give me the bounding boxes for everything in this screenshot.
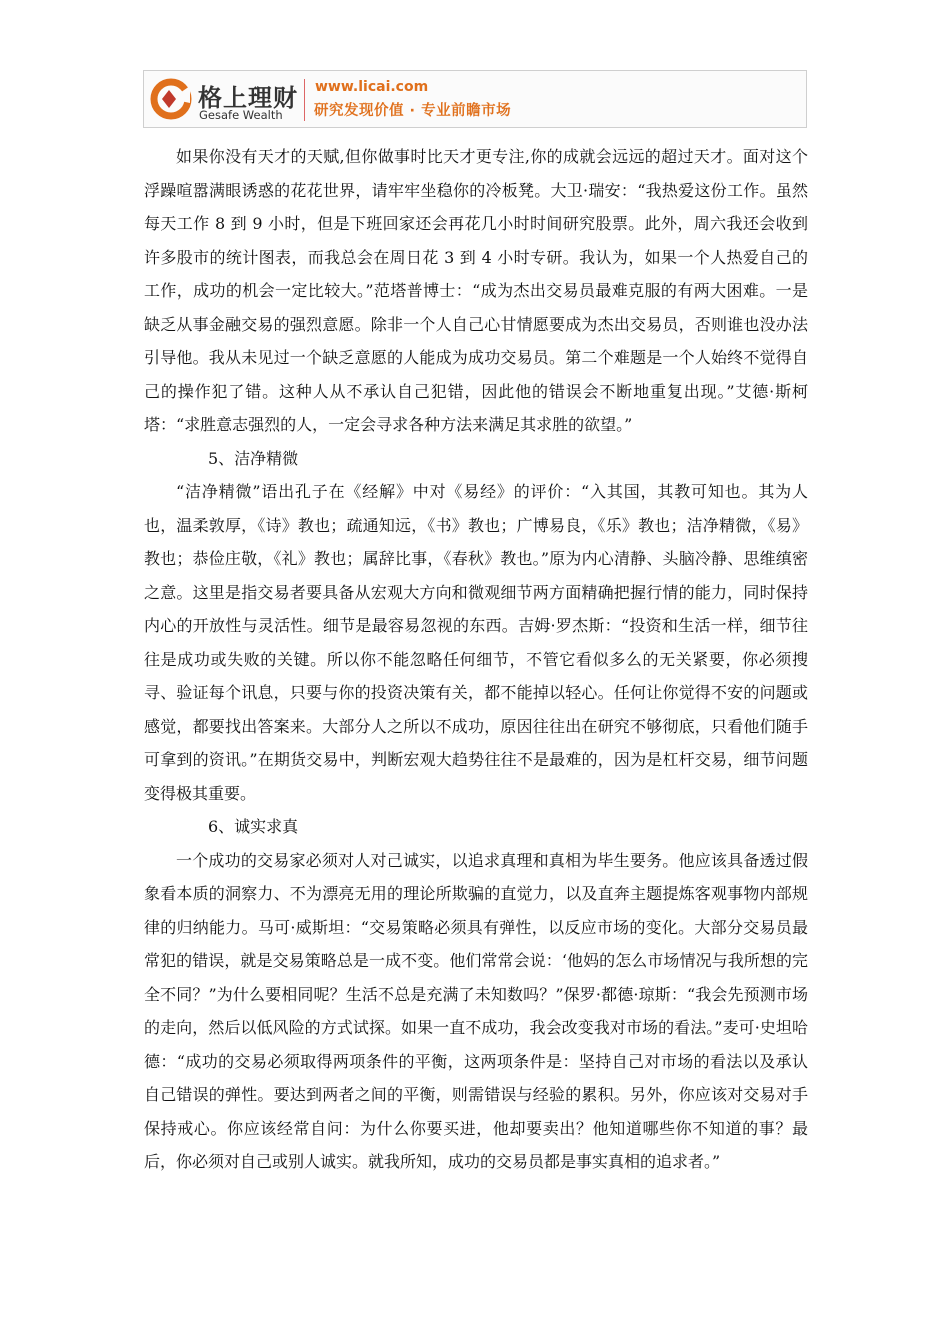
paragraph: 一个成功的交易家必须对人对己诚实，以追求真理和真相为毕生要务。他应该具备透过假象看本质的洞察力、不为漂亮无用的理论所欺骗的直觉力，以及直奔主题提炼客观事物内部规律的归纳能力。马可·威斯坦：“交易策略必须具有弹性，以反应市场的变化。大部分交易员最常犯的错误，就是交易策略总是一成不变。他们常常会说：‘他妈的怎么市场情况与我所想的完全不同？”为什么要相同呢？生活不总是充满了未知数吗？”保罗·都德·琼斯：“我会先预测市场的走向，然后以低风险的方式试探。如果一直不成功，我会改变我对市场的看法。”麦可·史坦哈德：“成功的交易必须取得两项条件的平衡，这两项条件是：坚持自己对市场的看法以及承认自己错误的弹性。要达到两者之间的平衡，则需错误与经验的累积。另外，你应该对交易对手保持戒心。你应该经常自问：为什么你要买进，他却要卖出？他知道哪些你不知道的事？最后，你必须对自己或别人诚实。就我所知，成功的交易员都是事实真相的追求者。”	[144, 850, 808, 1171]
page-header	[143, 70, 807, 128]
paragraph: “洁净精微”语出孔子在《经解》中对《易经》的评价：“入其国，其教可知也。其为人也，温柔敦厚，《诗》教也；疏通知远，《书》教也；广博易良，《乐》教也；洁净精微，《易》教也；恭俭庄敬，《礼》教也；属辞比事，《春秋》教也。”原为内心清静、头脑冷静、思维缜密之意。这里是指交易者要具备从宏观大方向和微观细节两方面精确把握行情的能力，同时保持内心的开放性与灵活性。细节是最容易忽视的东西。吉姆·罗杰斯：“投资和生活一样，细节往往是成功或失败的关键。所以你不能忽略任何细节，不管它看似多么的无关紧要，你必须搜寻、验证每个讯息，只要与你的投资决策有关，都不能掉以轻心。任何让你觉得不安的问题或感觉，都要找出答案来。大部分人之所以不成功，原因往往出在研究不够彻底，只看他们随手可拿到的资讯。”在期货交易中，判断宏观大趋势往往不是最难的，因为是杠杆交易，细节问题变得极其重要。	[144, 482, 808, 803]
site-url[interactable]: www.licai.com	[315, 79, 429, 95]
section-heading: 6、诚实求真	[208, 817, 299, 836]
section-heading: 5、洁净精微	[208, 448, 299, 468]
gesafe-logo-icon	[150, 77, 192, 121]
header-divider	[304, 79, 305, 121]
brand-name-en: Gesafe Wealth	[199, 108, 283, 122]
slogan: 研究发现价值 · 专业前瞻市场	[314, 103, 512, 119]
brand-name-cn: 格上理财	[198, 84, 298, 112]
paragraph: 如果你没有天才的天赋,但你做事时比天才更专注,你的成就会远远的超过天才。面对这个浮躁喧嚣满眼诱惑的花花世界，请牢牢坐稳你的冷板凳。大卫·瑞安：“我热爱这份工作。虽然每天工作 8 到 9 小时，但是下班回家还会再花几小时时间研究股票。此外，周六我还会收到许多股市的统计图表，而我总会在周日花 3 到 4 小时专研。我认为，如果一个人热爱自己的工作，成功的机会一定比较大。”范塔普博士：“成为杰出交易员最难克服的有两大困难。一是缺乏从事金融交易的强烈意愿。除非一个人自己心甘情愿要成为杰出交易员，否则谁也没办法引导他。我从未见过一个缺乏意愿的人能成为成功交易员。第二个难题是一个人始终不觉得自己的操作犯了错。这种人从不承认自己犯错，因此他的错误会不断地重复出现。”艾德·斯柯塔：“求胜意志强烈的人，一定会寻求各种方法来满足其求胜的欲望。”	[144, 147, 808, 434]
article-body	[144, 140, 808, 1179]
